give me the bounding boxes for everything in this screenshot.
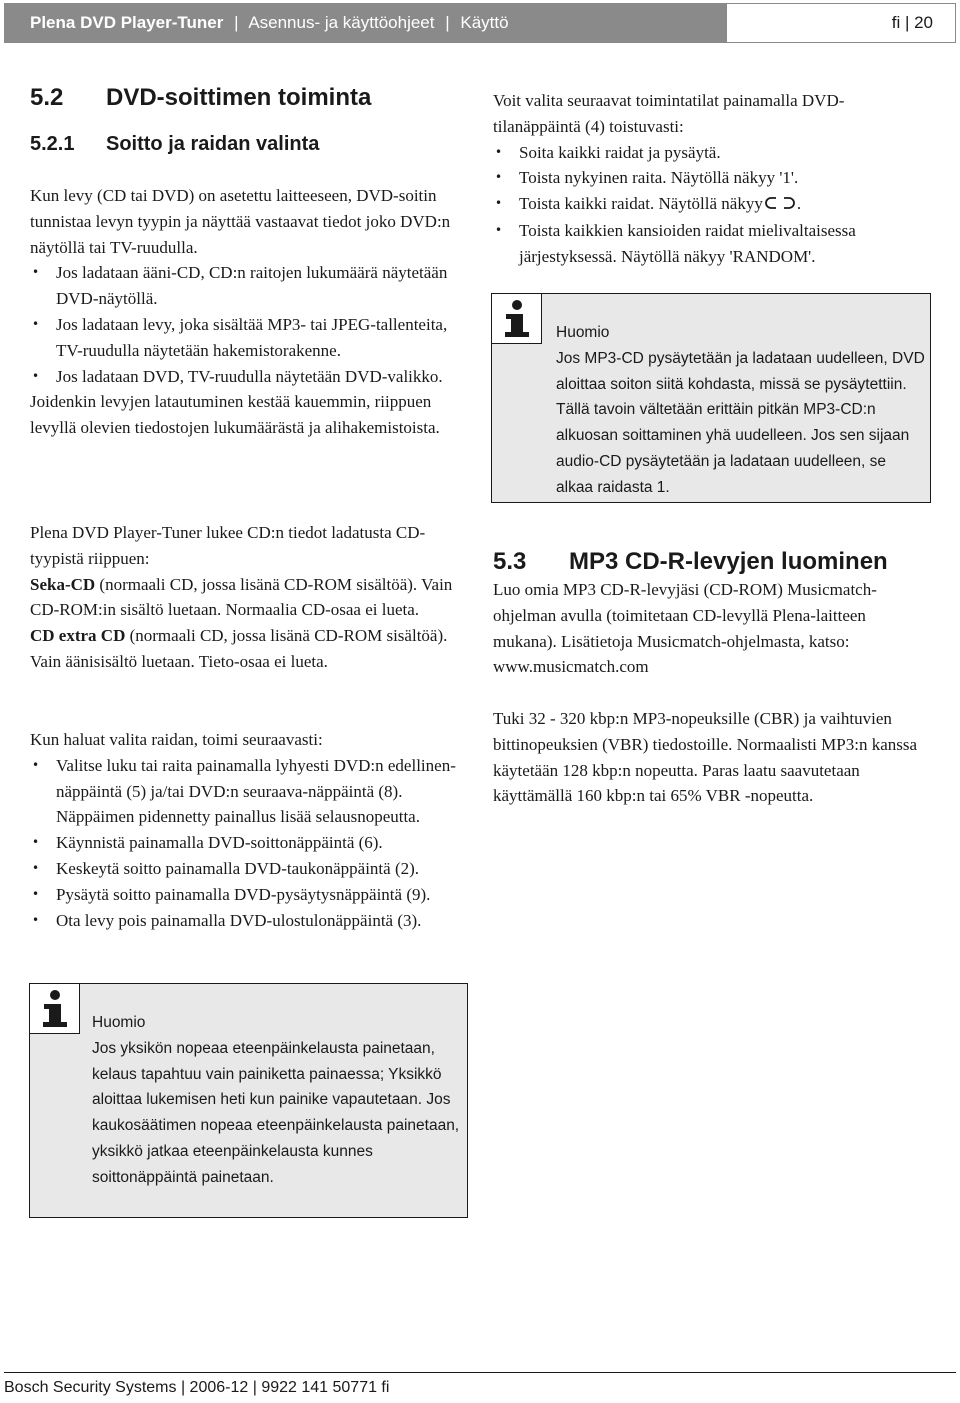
subsection-title: Soitto ja raidan valinta [106,133,320,155]
section-heading-5-2 [30,84,371,112]
note-title: Huomio [92,1014,146,1031]
mixed-cd-text: (normaali CD, jossa lisänä CD-ROM sisältöä). Vain CD-ROM:in sisältö luetaan. Normaalia CD-osaa ei lueta. [30,574,453,620]
mp3-paragraph-2: Tuki 32 - 320 kbp:n MP3-nopeuksille (CBR) ja vaihtuvien bittinopeuksien (VBR) tiedostoille. Normaalisti MP3:n kanssa käytetään 128 kbp:n nopeutta. Paras laatu saavutetaan käyttämällä 160 kbp:n tai 65% VBR -nopeutta. [493,708,918,806]
mixed-cd-paragraph [30,572,470,624]
mixed-cd-term: Seka-CD [30,574,96,594]
track-select-intro: Kun haluat valita raidan, toimi seuraavasti: [30,730,323,749]
list-item [493,191,913,218]
header-section: Asennus- ja käyttöohjeet [248,13,435,32]
note-title: Huomio [556,324,610,341]
extra-cd-paragraph [30,623,470,675]
note-box-mp3-resume [491,293,931,503]
mp3-paragraph-1: Luo omia MP3 CD-R-levyjäsi (CD-ROM) Musicmatch-ohjelman avulla (toimitetaan CD-levyllä Plena-laitteen mukana). Lisätietoja Musicmatch-ohjelmasta, katso: www.musicmatch.com [493,580,877,677]
note-body [92,1010,462,1191]
section-heading-5-3 [493,548,888,576]
list-item: • Jos ladataan levy, joka sisältää MP3- tai JPEG-tallenteita, TV-ruudulla näytetään hakemistorakenne. [30,312,470,364]
intro-block [30,183,470,441]
track-select-block [30,727,470,933]
note-text: Jos yksikön nopeaa eteenpäinkelausta painetaan, kelaus tapahtuu vain painiketta painaessa; Yksikkö aloittaa lukemisen heti kun painike vapautetaan. Jos kaukosäätimen nopeaa eteenpäinkelausta painetaan, yksikkö jatkaa eteenpäinkelausta kunnes soittonäppäintä painetaan. [92,1039,460,1186]
section-title: DVD-soittimen toiminta [106,84,372,111]
list-item: • Jos ladataan ääni-CD, CD:n raitojen lukumäärä näytetään DVD-näytöllä. [30,260,470,312]
page-header [4,3,956,43]
modes-list [493,140,913,270]
header-product: Plena DVD Player-Tuner [30,13,224,32]
list-item: • Ota levy pois painamalla DVD-ulostulonäppäintä (3). [30,908,470,934]
intro-bullet-list [30,260,470,389]
list-item: • Jos ladataan DVD, TV-ruudulla näytetään DVD-valikko. [30,364,470,390]
cd-types-block [30,520,470,675]
mp3-block [493,577,933,809]
section-title: MP3 CD-R-levyjen luominen [569,548,888,575]
load-time-paragraph: Joidenkin levyjen latautuminen kestää kauemmin, riippuen levyllä olevien tiedostojen lukumäärästä ja alihakemistoista. [30,392,440,438]
subsection-heading-5-2-1 [30,133,319,156]
list-item: • Toista kaikkien kansioiden raidat mielivaltaisessa järjestyksessä. Näytöllä näkyy 'RANDOM'. [493,218,913,270]
list-item: • Soita kaikki raidat ja pysäytä. [493,140,913,166]
header-title [30,3,509,43]
cd-reading-paragraph: Plena DVD Player-Tuner lukee CD:n tiedot ladatusta CD-tyypistä riippuen: [30,523,426,568]
intro-paragraph: Kun levy (CD tai DVD) on asetettu laitteeseen, DVD-soitin tunnistaa levyn tyypin ja näyttää vastaavat tiedot joko DVD:n näytöllä tai TV-ruudulla. [30,186,451,257]
modes-intro: Voit valita seuraavat toimintatilat painamalla DVD-tilanäppäintä (4) toistuvasti: [493,91,845,136]
extra-cd-text: (normaali CD, jossa lisänä CD-ROM sisältöä). Vain äänisisältö luetaan. Tieto-osaa ei lueta. [30,626,448,671]
extra-cd-term: CD extra CD [30,626,126,646]
mode-text: Toista kaikki raidat. Näytöllä näkyy [519,194,763,214]
list-item: • Toista nykyinen raita. Näytöllä näkyy '1'. [493,165,913,191]
section-number: 5.2 [30,84,64,111]
header-chapter: Käyttö [460,13,509,32]
note-body [556,320,926,501]
header-separator: | [445,13,450,32]
mode-text-suffix: . [796,194,802,214]
list-item: • Keskeytä soitto painamalla DVD-taukonäppäintä (2). [30,856,470,882]
header-separator: | [234,13,239,32]
note-text: Jos MP3-CD pysäytetään ja ladataan uudelleen, DVD aloittaa soiton siitä kohdasta, missä se pysäytettiin. Tällä tavoin vältetään erittäin pitkän MP3-CD:n alkuosan soittaminen yhä uudelleen. Jos sen sijaan audio-CD pysäytetään ja ladataan uudelleen, se alkaa raidasta 1. [556,349,925,496]
subsection-number: 5.2.1 [30,133,75,155]
list-item: • Valitse luku tai raita painamalla lyhyesti DVD:n edellinen-näppäintä (5) ja/tai DVD:n seuraava-näppäintä (8). Näppäimen pidennetty painallus lisää selausnopeutta. [30,753,470,830]
info-icon [492,294,542,344]
info-icon [30,984,80,1034]
track-select-list [30,753,470,934]
page-footer: Bosch Security Systems | 2006-12 | 9922 141 50771 fi [4,1372,956,1401]
repeat-all-icon [763,192,797,218]
page-number: fi | 20 [726,3,956,43]
list-item: • Pysäytä soitto painamalla DVD-pysäytysnäppäintä (9). [30,882,470,908]
modes-block [493,88,913,270]
section-number: 5.3 [493,548,527,575]
list-item: • Käynnistä painamalla DVD-soittonäppäintä (6). [30,830,470,856]
note-box-fast-forward [29,983,468,1218]
